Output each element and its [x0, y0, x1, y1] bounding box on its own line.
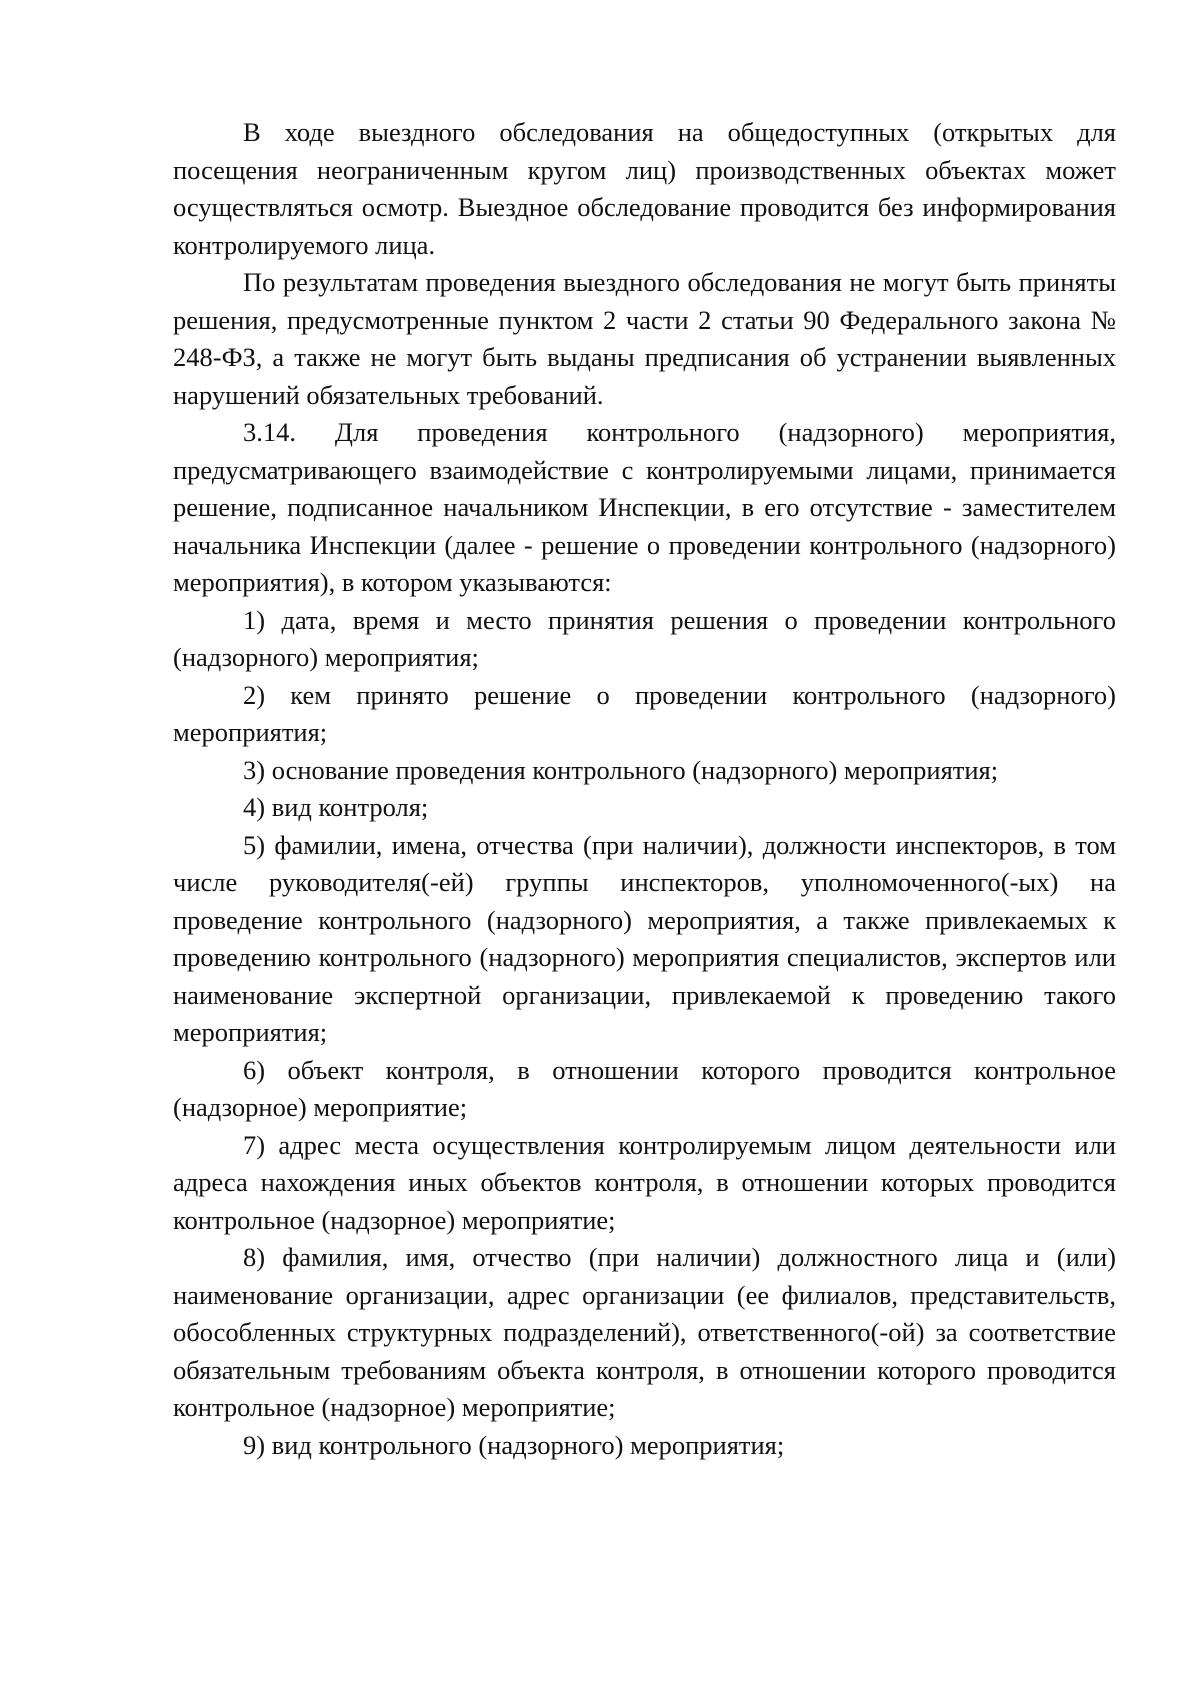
list-item-1: 1) дата, время и место принятия решения о проведении контрольного (надзорного) мероприятия;: [173, 604, 1116, 672]
list-item-3: 3) основание проведения контрольного (надзорного) мероприятия;: [243, 754, 999, 785]
list-item-6: 6) объект контроля, в отношении которого проводится контрольное (надзорное) мероприятие;: [173, 1054, 1116, 1122]
list-item-7: 7) адрес места осуществления контролируемым лицом деятельности или адреса нахождения иных объектов контроля, в отношении которых проводится контрольное (надзорное) мероприятие;: [173, 1129, 1116, 1235]
list-item-9: 9) вид контрольного (надзорного) мероприятия;: [243, 1429, 785, 1460]
list-item-2: 2) кем принято решение о проведении контрольного (надзорного) мероприятия;: [173, 679, 1116, 747]
paragraph-field-inspection-results: По результатам проведения выездного обследования не могут быть приняты решения, предусмотренные пунктом 2 части 2 статьи 90 Федерального закона № 248-ФЗ, а также не могут быть выданы предписания об устранении выявленных нарушений обязательных требований.: [173, 267, 1116, 410]
paragraph-clause-3-14: 3.14. Для проведения контрольного (надзорного) мероприятия, предусматривающего взаимодействие с контролируемыми лицами, принимается решение, подписанное начальником Инспекции, в его отсутствие - заместителем начальника Инспекции (далее - решение о проведении контрольного (надзорного) мероприятия), в котором указываются:: [173, 417, 1116, 597]
list-item-5: 5) фамилии, имена, отчества (при наличии), должности инспекторов, в том числе руководителя(-ей) группы инспекторов, уполномоченного(-ых) на проведение контрольного (надзорного) мероприятия, а также привлекаемых к проведению контрольного (надзорного) мероприятия специалистов, экспертов или наименование экспертной организации, привлекаемой к проведению такого мероприятия;: [173, 829, 1116, 1047]
list-item-4: 4) вид контроля;: [243, 792, 429, 822]
list-item-8: 8) фамилия, имя, отчество (при наличии) должностного лица и (или) наименование организации, адрес организации (ее филиалов, представительств, обособленных структурных подразделений), ответственного(-ой) за соответствие обязательным требованиям объекта контроля, в отношении которого проводится контрольное (надзорное) мероприятие;: [173, 1242, 1116, 1422]
paragraph-field-inspection-overview: В ходе выездного обследования на общедоступных (открытых для посещения неограниченным кругом лиц) производственных объектах может осуществляться осмотр. Выездное обследование проводится без информирования контролируемого лица.: [173, 117, 1116, 260]
document-body: [173, 114, 1116, 1464]
